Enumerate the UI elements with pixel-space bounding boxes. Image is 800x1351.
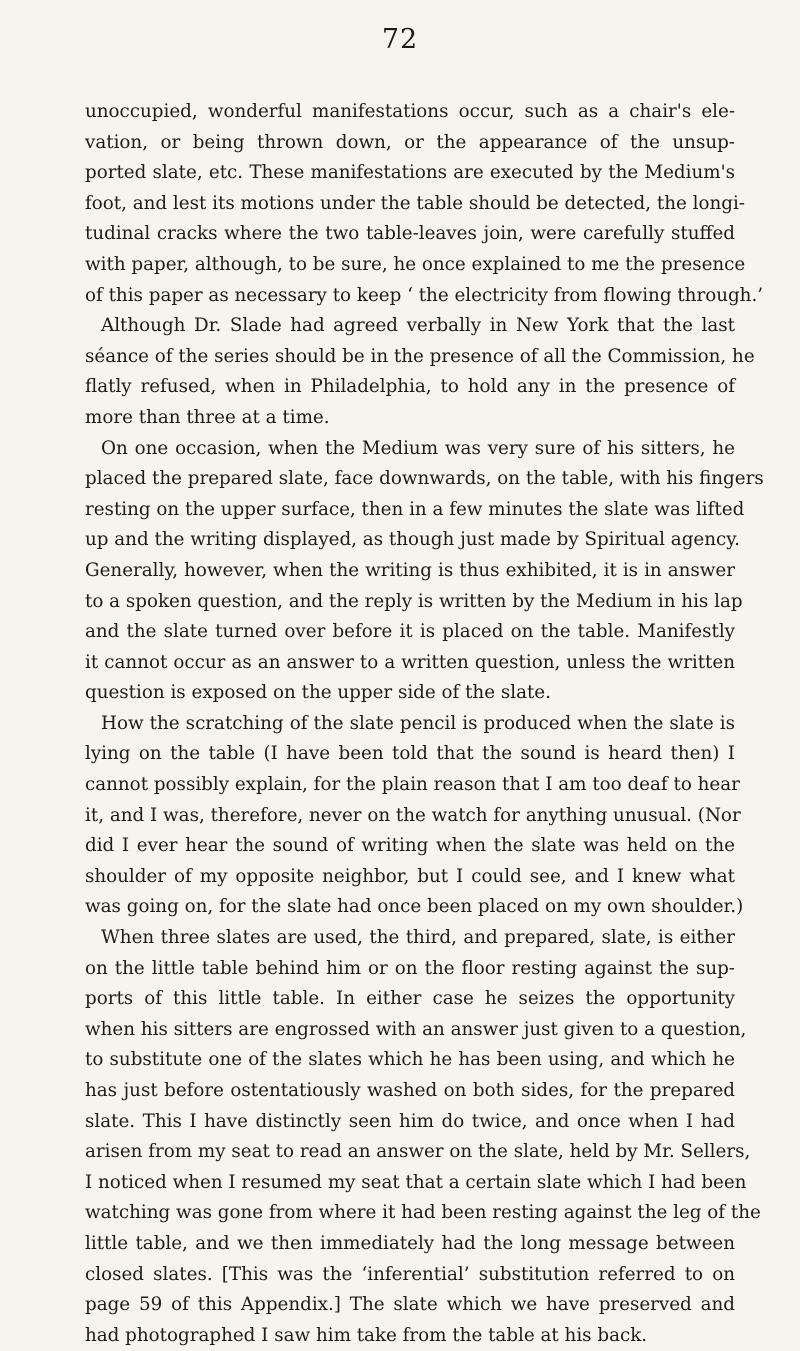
text-line: little table, and we then immediately had the long message between	[85, 1232, 735, 1254]
text-line: How the scratching of the slate pencil is produced when the slate is	[101, 712, 735, 734]
text-line: slate. This I have distinctly seen him do twice, and once when I had	[85, 1110, 735, 1132]
text-line: cannot possibly explain, for the plain reason that I am too deaf to hear	[85, 774, 740, 796]
text-line: unoccupied, wonderful manifestations occur, such as a chair's ele-	[85, 101, 735, 122]
text-line: on the little table behind him or on the floor resting against the sup-	[85, 957, 735, 979]
text-line: to a spoken question, and the reply is written by the Medium in his lap	[85, 590, 743, 612]
text-line: I noticed when I resumed my seat that a certain slate which I had been	[85, 1171, 747, 1193]
text-line: closed slates. [This was the ‘inferential’ substitution referred to on	[85, 1263, 735, 1285]
text-line: resting on the upper surface, then in a few minutes the slate was lifted	[85, 498, 745, 520]
text-line: vation, or being thrown down, or the appearance of the unsup-	[85, 131, 735, 153]
text-line: ports of this little table. In either case he seizes the opportunity	[85, 988, 735, 1010]
text-line: and the slate turned over before it is placed on the table. Manifestly	[85, 621, 735, 643]
body-text	[85, 97, 764, 1351]
text-line: had photographed I saw him take from the table at his back.	[85, 1324, 648, 1346]
text-line: did I ever hear the sound of writing when the slate was held on the	[85, 835, 735, 857]
text-line: tudinal cracks where the two table-leaves join, were carefully stuffed	[85, 223, 735, 245]
text-line: flatly refused, when in Philadelphia, to hold any in the presence of	[85, 376, 735, 398]
text-line: séance of the series should be in the presence of all the Commission, he	[85, 345, 755, 367]
text-line: of this paper as necessary to keep ‘ the electricity from flowing through.’	[85, 284, 764, 306]
text-line: Although Dr. Slade had agreed verbally in New York that the last	[101, 315, 735, 337]
text-line: foot, and lest its motions under the table should be detected, the longi-	[85, 192, 745, 214]
text-line: Generally, however, when the writing is thus exhibited, it is in answer	[85, 559, 735, 581]
text-line: page 59 of this Appendix.] The slate which we have preserved and	[85, 1294, 735, 1316]
text-line: more than three at a time.	[85, 406, 330, 428]
text-line: it, and I was, therefore, never on the watch for anything unusual. (Nor	[85, 804, 741, 826]
text-line: shoulder of my opposite neighbor, but I could see, and I knew what	[85, 865, 735, 887]
text-line: to substitute one of the slates which he has been using, and which he	[85, 1049, 735, 1071]
text-line: when his sitters are engrossed with an answer just given to a question,	[85, 1018, 747, 1040]
text-line: ported slate, etc. These manifestations are executed by the Medium's	[85, 162, 735, 184]
text-line: arisen from my seat to read an answer on the slate, held by Mr. Sellers,	[85, 1141, 751, 1163]
text-line: was going on, for the slate had once been placed on my own shoulder.)	[85, 896, 744, 918]
page-number: 72	[381, 24, 419, 55]
text-line: question is exposed on the upper side of the slate.	[85, 682, 551, 704]
text-line: watching was gone from where it had been resting against the leg of the	[85, 1202, 761, 1224]
text-line: with paper, although, to be sure, he once explained to me the presence	[85, 253, 746, 275]
text-line: On one occasion, when the Medium was very sure of his sitters, he	[101, 437, 735, 459]
text-line: up and the writing displayed, as though just made by Spiritual agency.	[85, 529, 740, 551]
text-line: placed the prepared slate, face downwards, on the table, with his fingers	[85, 468, 764, 490]
text-line: When three slates are used, the third, and prepared, slate, is either	[101, 927, 735, 949]
text-line: it cannot occur as an answer to a written question, unless the written	[85, 651, 735, 673]
text-line: has just before ostentatiously washed on both sides, for the prepared	[85, 1080, 735, 1101]
text-line: lying on the table (I have been told that the sound is heard then) I	[85, 743, 735, 765]
